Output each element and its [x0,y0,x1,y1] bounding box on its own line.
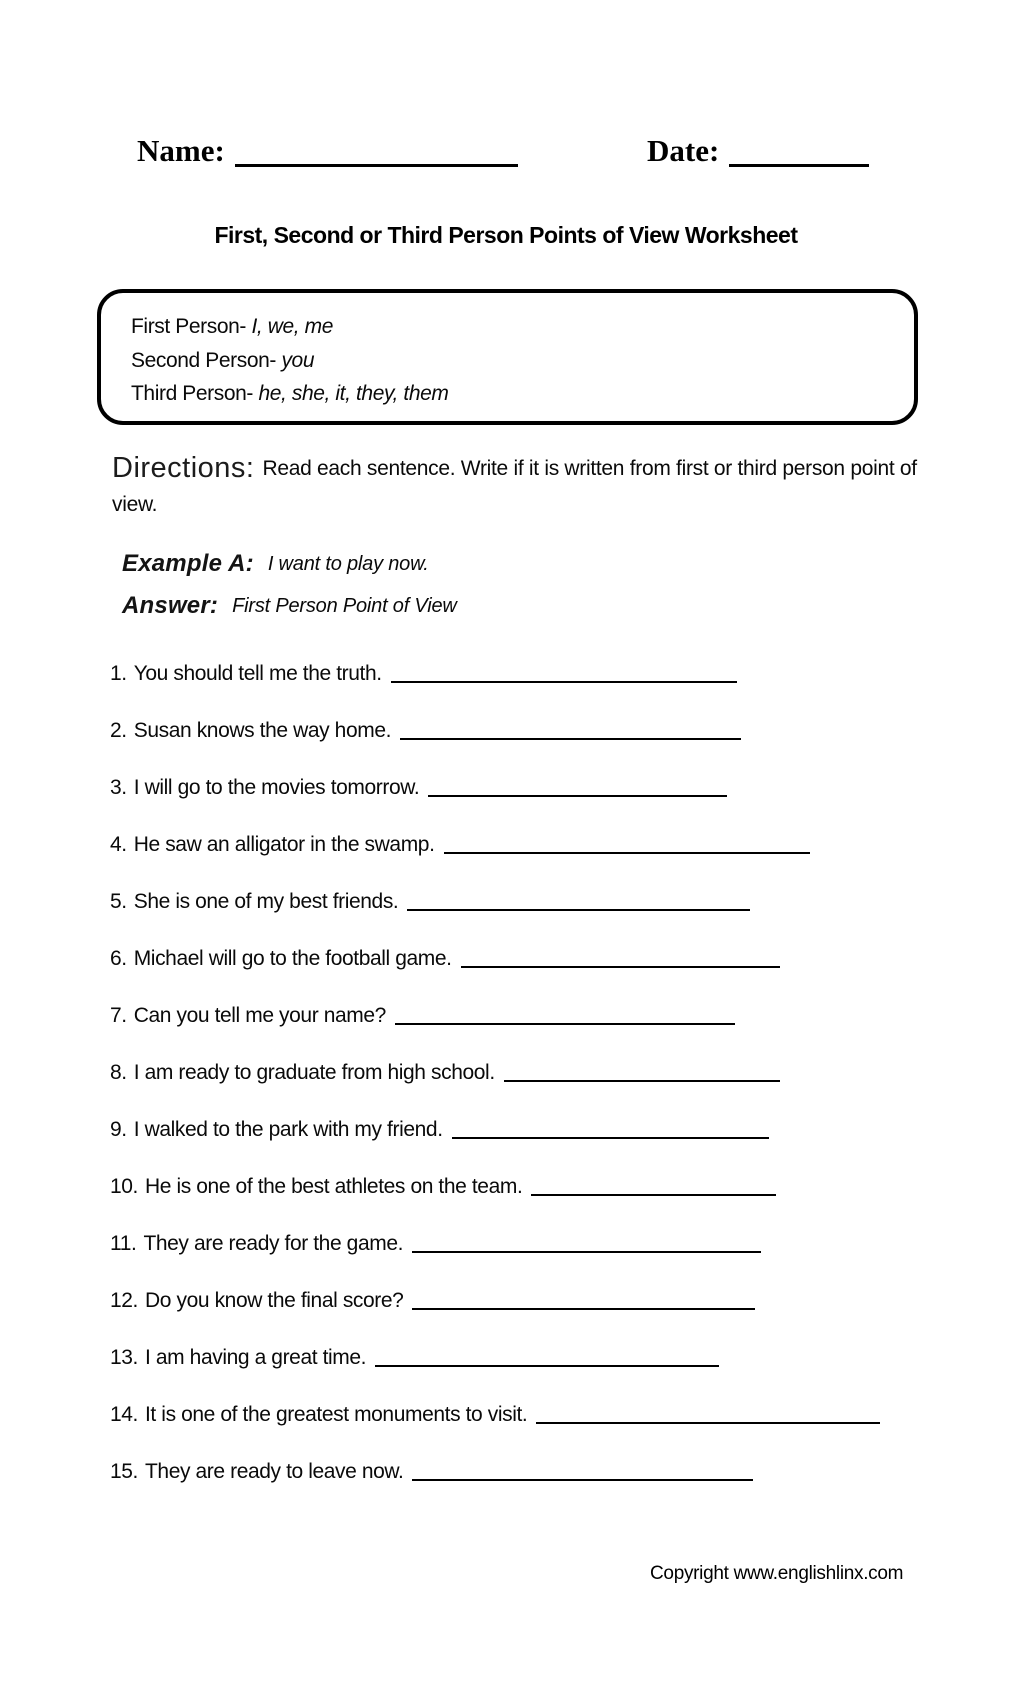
directions-text: Read each sentence. Write if it is written from first or third person point of view. [112,457,917,516]
question-number: 13. [110,1345,138,1369]
answer-blank-14[interactable] [536,1400,880,1424]
answer-blank-1[interactable] [391,659,737,683]
question-row-7 [110,987,735,1044]
date-field-group [647,134,869,168]
question-sentence: Michael will go to the football game. [133,946,452,970]
question-number: 3. [110,775,127,799]
question-row-8 [110,1044,780,1101]
question-sentence: It is one of the greatest monuments to visit. [145,1402,528,1426]
question-row-4 [110,816,810,873]
question-row-11 [110,1215,761,1272]
question-row-14 [110,1386,880,1443]
question-sentence: They are ready for the game. [143,1231,404,1255]
question-number: 4. [110,832,127,856]
answer-blank-4[interactable] [444,830,810,854]
question-row-13 [110,1329,719,1386]
first-person-pronouns: I, we, me [251,315,334,338]
second-person-label: Second Person- [131,348,276,372]
question-sentence: I am ready to graduate from high school. [133,1060,495,1084]
question-sentence: He saw an alligator in the swamp. [133,832,435,856]
question-row-2 [110,702,741,759]
answer-blank-10[interactable] [531,1172,776,1196]
answer-label: Answer: [122,592,219,619]
question-row-15 [110,1443,753,1500]
answer-blank-11[interactable] [412,1229,761,1253]
question-sentence: Do you know the final score? [145,1288,404,1312]
question-number: 5. [110,889,127,913]
question-number: 10. [110,1174,138,1198]
question-number: 9. [110,1117,127,1141]
question-sentence: Can you tell me your name? [133,1003,386,1027]
question-sentence: I will go to the movies tomorrow. [133,775,420,799]
question-row-1 [110,645,737,702]
copyright-text: Copyright www.englishlinx.com [650,1563,904,1584]
answer-blank-6[interactable] [461,944,780,968]
example-answer-row [122,585,457,627]
answer-blank-15[interactable] [412,1457,753,1481]
question-sentence: You should tell me the truth. [133,661,382,685]
first-person-label: First Person- [131,315,246,338]
question-number: 2. [110,718,127,742]
question-number: 1. [110,661,127,685]
third-person-label: Third Person- [131,382,254,405]
second-person-pronouns: you [281,348,315,372]
question-sentence: She is one of my best friends. [133,889,399,913]
question-row-12 [110,1272,755,1329]
question-row-5 [110,873,750,930]
question-sentence: They are ready to leave now. [145,1459,404,1483]
answer-blank-8[interactable] [504,1058,780,1082]
answer-blank-3[interactable] [428,773,727,797]
question-row-10 [110,1158,776,1215]
question-sentence: I walked to the park with my friend. [133,1117,443,1141]
third-person-pronouns: he, she, it, they, them [258,382,449,405]
date-blank-line[interactable] [729,137,869,167]
example-answer: First Person Point of View [232,594,457,617]
question-number: 11. [110,1231,137,1255]
page-title: First, Second or Third Person Points of View Worksheet [214,222,798,248]
question-row-3 [110,759,727,816]
answer-blank-2[interactable] [400,716,741,740]
example-sentence: I want to play now. [267,552,429,575]
question-number: 6. [110,946,127,970]
question-number: 14. [110,1402,138,1426]
question-row-6 [110,930,780,987]
question-number: 7. [110,1003,127,1027]
answer-blank-7[interactable] [395,1001,735,1025]
name-label: Name: [137,133,225,168]
name-blank-line[interactable] [235,137,518,167]
question-number: 15. [110,1459,138,1483]
person-key-box [97,289,918,425]
question-list [110,645,880,1500]
directions-section [112,450,934,523]
answer-blank-13[interactable] [375,1343,719,1367]
question-row-9 [110,1101,769,1158]
key-row-second-person [131,344,894,378]
answer-blank-9[interactable] [452,1115,769,1139]
key-row-first-person [131,310,894,344]
question-number: 12. [110,1288,138,1312]
key-row-third-person [131,377,894,411]
answer-blank-12[interactable] [412,1286,755,1310]
question-sentence: I am having a great time. [145,1345,367,1369]
name-field-group [137,134,518,168]
question-sentence: He is one of the best athletes on the team. [145,1174,523,1198]
question-number: 8. [110,1060,127,1084]
example-section [122,543,457,627]
date-label: Date: [647,133,720,168]
question-sentence: Susan knows the way home. [133,718,392,742]
example-label: Example A: [122,550,254,577]
directions-label: Directions: [112,452,255,484]
answer-blank-5[interactable] [407,887,750,911]
example-sentence-row [122,543,457,585]
